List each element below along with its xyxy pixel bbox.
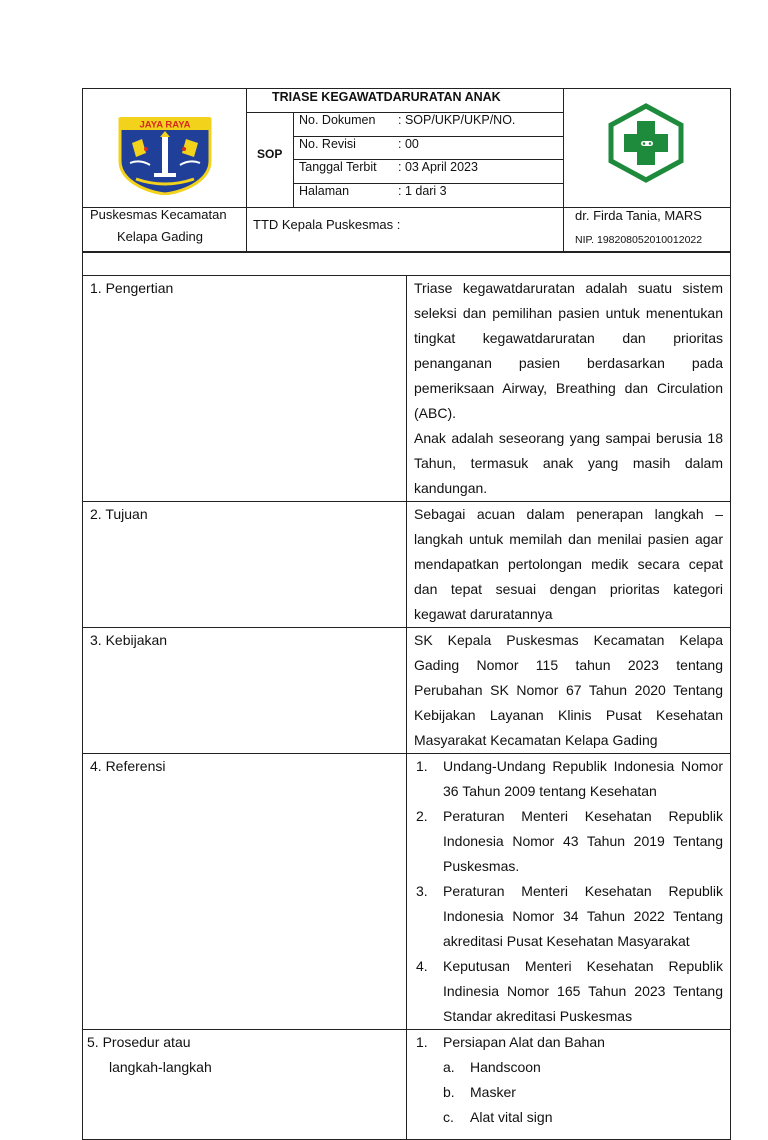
row-referensi xyxy=(83,754,731,1030)
label-kebijakan: 3. Kebijakan xyxy=(83,628,407,754)
sub-list-item xyxy=(414,1105,723,1130)
label-tujuan: 2. Tujuan xyxy=(83,502,407,628)
prosedur-list xyxy=(414,1030,723,1055)
pengertian-para-1: Triase kegawatdaruratan adalah suatu sistem seleksi dan pemilihan pasien untuk menentukan tingkat kegawatdaruratan dan prioritas penanganan pasien berdasarkan pada pemeriksaan Airway, Breathing dan Circulation (ABC). xyxy=(414,280,723,421)
prosedur-sub-list xyxy=(414,1055,723,1130)
list-text: Undang-Undang Republik Indonesia Nomor 36 Tahun 2009 tentang Kesehatan xyxy=(443,758,723,799)
row-tujuan xyxy=(83,502,731,628)
list-text: Keputusan Menteri Kesehatan Republik Indinesia Nomor 165 Tahun 2023 Tentang Standar akreditasi Puskesmas xyxy=(443,958,723,1024)
pengertian-para-2: Anak adalah seseorang yang sampai berusia 18 Tahun, termasuk anak yang masih dalam kandungan. xyxy=(414,430,723,496)
content-pengertian xyxy=(407,276,731,502)
meta-key-no-revisi: No. Revisi xyxy=(299,137,356,151)
list-text: Peraturan Menteri Kesehatan Republik Indonesia Nomor 34 Tahun 2022 Tentang akreditasi Pusat Kesehatan Masyarakat xyxy=(443,883,723,949)
list-number: 1. xyxy=(416,1034,428,1050)
org-name-line1: Puskesmas Kecamatan xyxy=(90,207,227,222)
list-item xyxy=(414,1030,723,1055)
sub-list-item xyxy=(414,1055,723,1080)
list-text: Masker xyxy=(470,1084,516,1100)
meta-value-no-revisi: : 00 xyxy=(398,137,419,151)
signature-label: TTD Kepala Puskesmas : xyxy=(253,217,401,232)
prosedur-label-line1: 5. Prosedur atau xyxy=(87,1034,191,1050)
label-prosedur xyxy=(83,1030,407,1140)
meta-value-tanggal-terbit: : 03 April 2023 xyxy=(398,160,478,174)
meta-key-tanggal-terbit: Tanggal Terbit xyxy=(299,160,377,174)
list-number: 1. xyxy=(416,758,428,774)
label-pengertian: 1. Pengertian xyxy=(83,276,407,502)
list-number: 4. xyxy=(416,958,428,974)
meta-value-halaman: : 1 dari 3 xyxy=(398,184,447,198)
list-letter: c. xyxy=(443,1109,454,1125)
svg-text:JAYA RAYA: JAYA RAYA xyxy=(139,119,191,131)
head-nip: NIP. 198208052010012022 xyxy=(575,234,703,246)
list-item xyxy=(414,879,723,954)
sop-content-table xyxy=(82,252,731,1140)
document-title: TRIASE KEGAWATDARURATAN ANAK xyxy=(272,90,501,104)
org-name-line2: Kelapa Gading xyxy=(117,229,204,244)
spacer-row xyxy=(83,253,731,276)
meta-key-no-dokumen: No. Dokumen xyxy=(299,113,376,127)
row-prosedur xyxy=(83,1030,731,1140)
content-referensi xyxy=(407,754,731,1030)
list-number: 2. xyxy=(416,808,428,824)
list-letter: b. xyxy=(443,1084,455,1100)
sop-label: SOP xyxy=(257,147,283,161)
content-kebijakan: SK Kepala Puskesmas Kecamatan Kelapa Gading Nomor 115 tahun 2023 tentang Perubahan SK Nomor 67 Tahun 2020 Tentang Kebijakan Layanan Klinis Pusat Kesehatan Masyarakat Kecamatan Kelapa Gading xyxy=(407,628,731,754)
content-tujuan: Sebagai acuan dalam penerapan langkah – langkah untuk memilah dan menilai pasien agar mendapatkan pertolongan medik secara cepat dan tepat sesuai dengan prioritas kategori kegawat daruratannya xyxy=(407,502,731,628)
meta-value-no-dokumen: : SOP/UKP/UKP/NO. xyxy=(398,113,516,127)
list-letter: a. xyxy=(443,1059,455,1075)
list-text: Alat vital sign xyxy=(470,1109,553,1125)
row-kebijakan xyxy=(83,628,731,754)
sub-list-item xyxy=(414,1080,723,1105)
head-name: dr. Firda Tania, MARS xyxy=(575,208,702,223)
list-item xyxy=(414,954,723,1029)
list-item xyxy=(414,754,723,804)
meta-key-halaman: Halaman xyxy=(299,184,350,198)
label-referensi: 4. Referensi xyxy=(83,754,407,1030)
row-pengertian xyxy=(83,276,731,502)
list-item xyxy=(414,804,723,879)
prosedur-label-line2: langkah-langkah xyxy=(109,1059,212,1075)
list-text: Persiapan Alat dan Bahan xyxy=(443,1034,605,1050)
jaya-raya-logo xyxy=(116,113,214,195)
referensi-list xyxy=(414,754,723,1029)
list-number: 3. xyxy=(416,883,428,899)
list-text: Handscoon xyxy=(470,1059,541,1075)
list-text: Peraturan Menteri Kesehatan Republik Indonesia Nomor 43 Tahun 2019 Tentang Puskesmas. xyxy=(443,808,723,874)
puskesmas-logo xyxy=(607,103,685,183)
content-prosedur xyxy=(407,1030,731,1140)
